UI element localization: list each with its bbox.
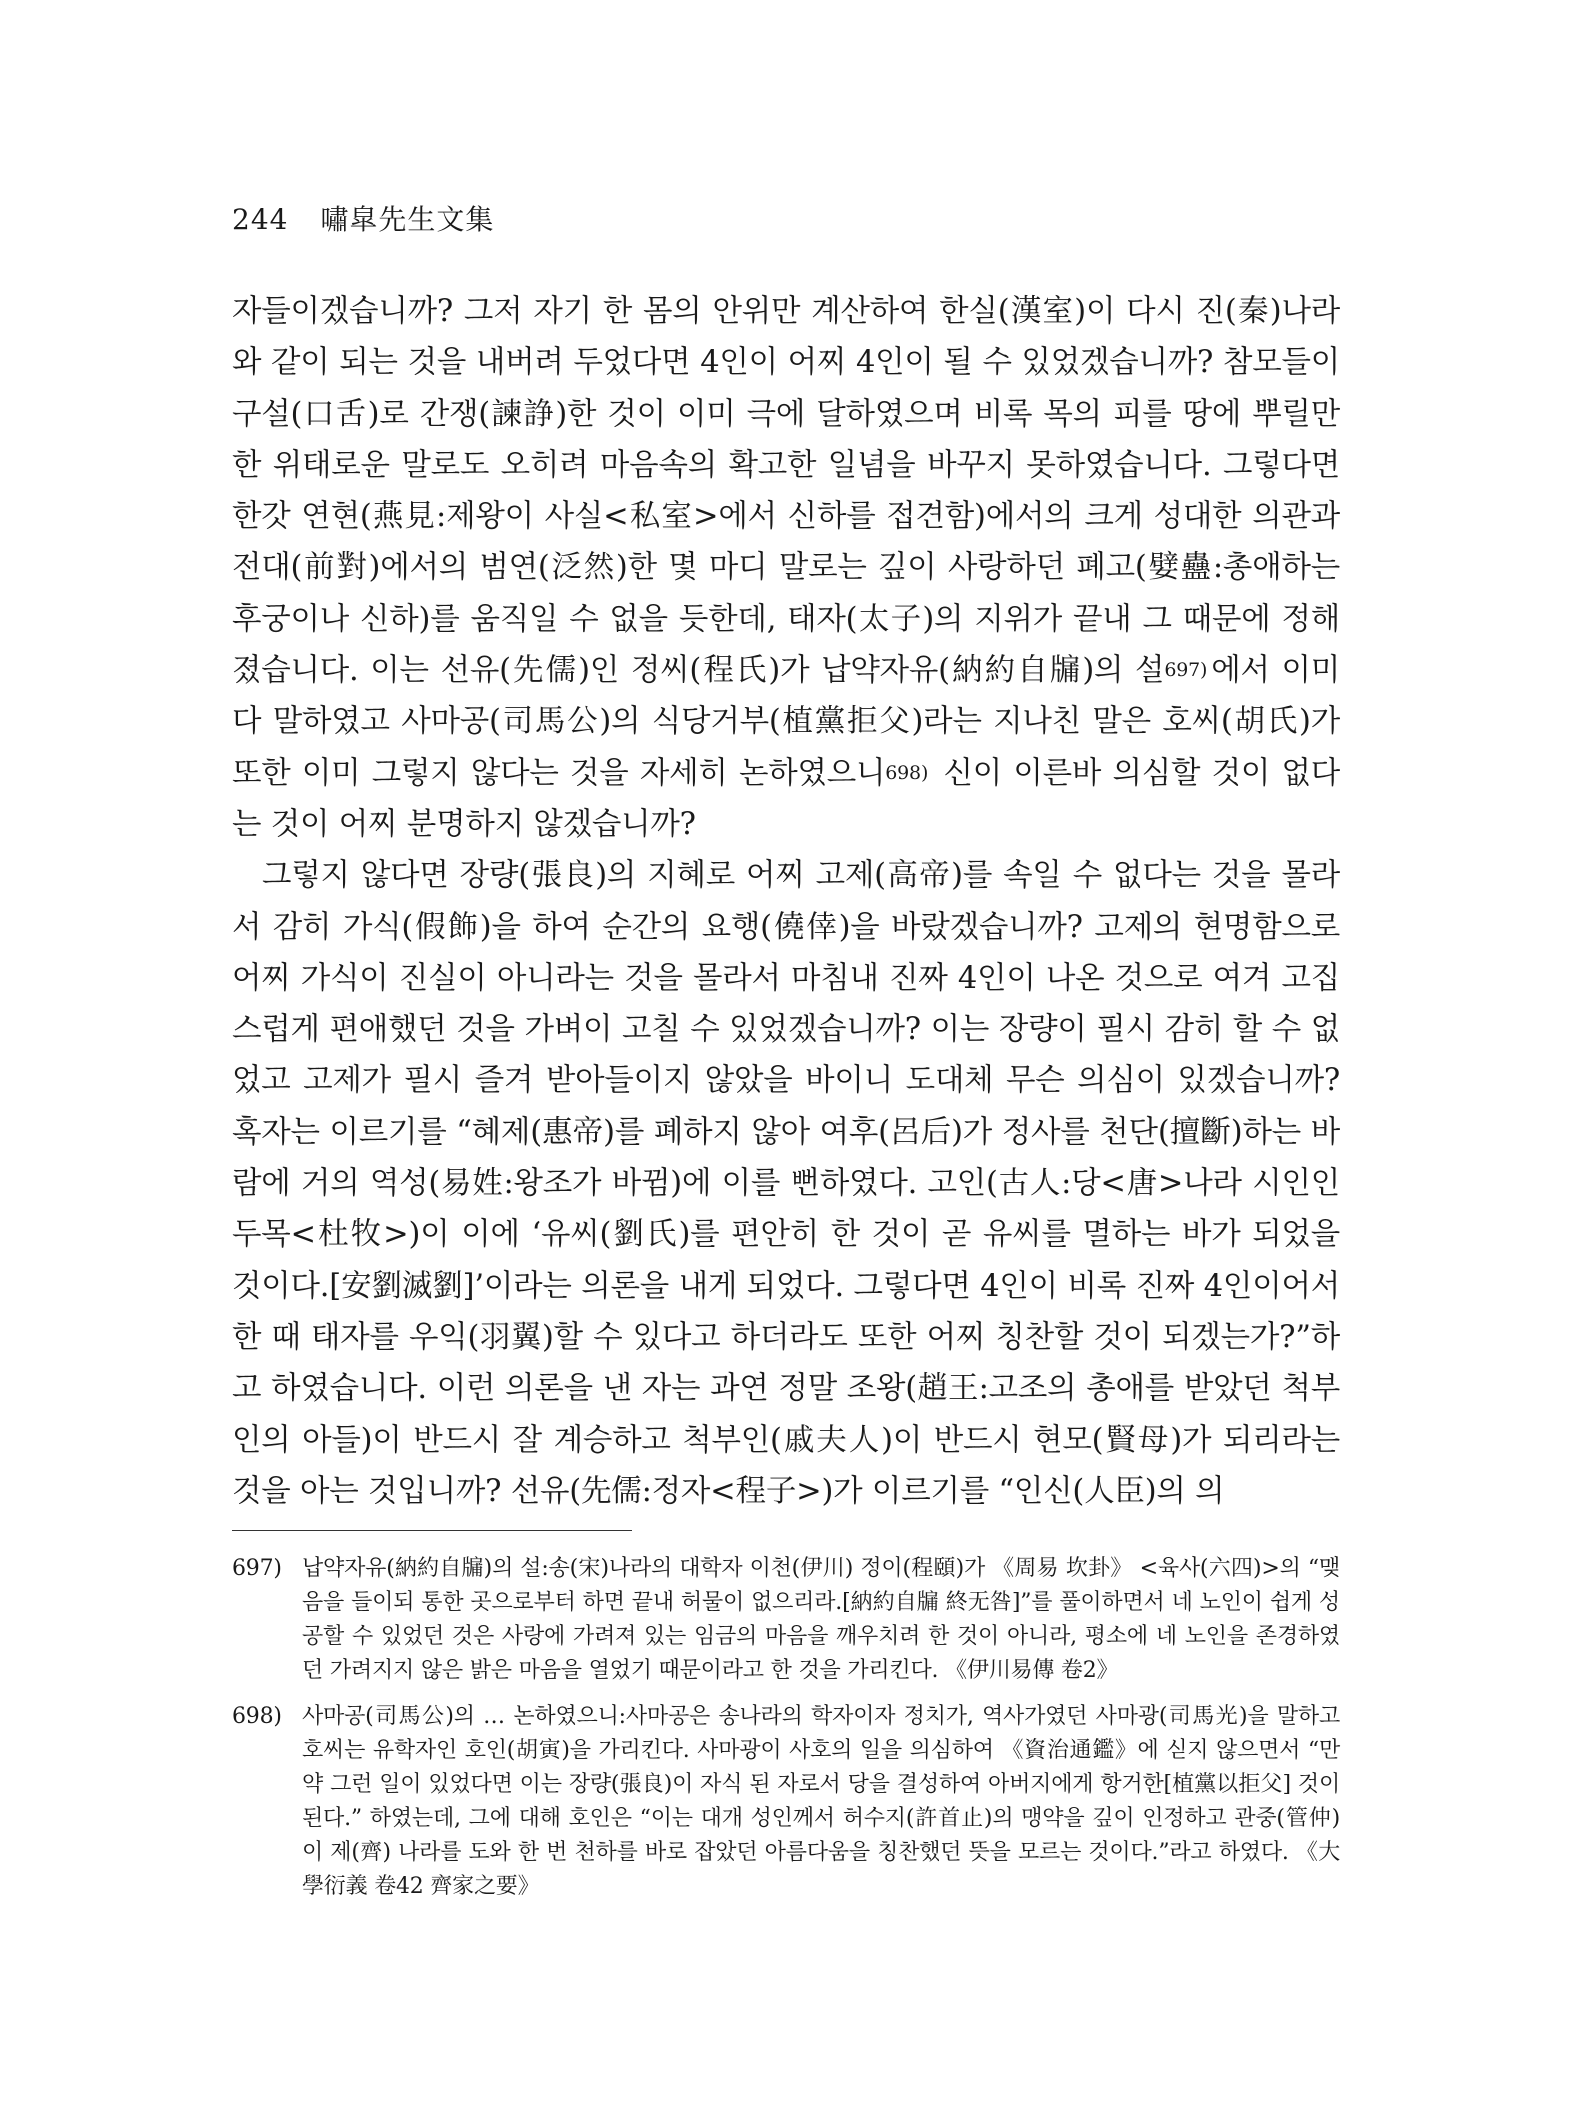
- footnotes: [232, 1552, 1340, 1916]
- text-run: 에서 이미 다 말하였고 사마공(司馬公)의 식당거부(植黨拒父)라는 지나친 말은 호씨(胡氏)가 또한 이미 그렇지 않다는 것을 자세히 논하였으니: [232, 653, 1340, 791]
- footnote-ref-697[interactable]: 697): [1164, 659, 1208, 682]
- footnote-text: 사마공(司馬公)의 … 논하였으니:사마공은 송나라의 학자이자 정치가, 역사가였던 사마광(司馬光)을 말하고 호씨는 유학자인 호인(胡寅)을 가리킨다. 사마광이 사호의 일을 의심하여 《資治通鑑》에 싣지 않으면서 “만약 그런 일이 있었다면 이는 장량(張良)이 자식 된 자로서 당을 결성하여 아버지에게 항거한[植黨以拒父] 것이 된다.” 하였는데, 그에 대해 호인은 “이는 대개 성인께서 허수지(許首止)의 맹약을 깊이 인정하고 관중(管仲)이 제(齊) 나라를 도와 한 번 천하를 바로 잡았던 아름다움을 칭찬했던 뜻을 모르는 것이다.”라고 하였다. 《大學衍義 卷42 齊家之要》: [302, 1704, 1340, 1899]
- footnote-697: [232, 1552, 1340, 1688]
- footnote-number: 697): [232, 1556, 282, 1581]
- text-run: 신이 이른바 의심할 것이 없다는 것이 어찌 분명하지 않겠습니까?: [232, 755, 1340, 842]
- footnote-698: [232, 1700, 1340, 1904]
- footnote-divider: [232, 1530, 632, 1531]
- footnote-text: 납약자유(納約自牖)의 설:송(宋)나라의 대학자 이천(伊川) 정이(程頤)가 《周易 坎卦》 <육사(六四)>의 “맺음을 들이되 통한 곳으로부터 하면 끝내 허물이 없으리라.[納約自牖 終无咎]”를 풀이하면서 네 노인이 쉽게 성공할 수 있었던 것은 사랑에 가려져 있는 임금의 마음을 깨우치려 한 것이 아니라, 평소에 네 노인을 존경하였던 가려지지 않은 밝은 마음을 열었기 때문이라고 한 것을 가리킨다. 《伊川易傳 卷2》: [302, 1556, 1340, 1683]
- paragraph: [232, 286, 1340, 850]
- book-title: 嘯皐先生文集: [320, 203, 495, 236]
- paragraph: [232, 850, 1340, 1517]
- text-run: 자들이겠습니까? 그저 자기 한 몸의 안위만 계산하여 한실(漢室)이 다시 진(秦)나라와 같이 되는 것을 내버려 두었다면 4인이 어찌 4인이 될 수 있었겠습니까? 참모들이 구설(口舌)로 간쟁(諫諍)한 것이 이미 극에 달하였으며 비록 목의 피를 땅에 뿌릴만한 위태로운 말로도 오히려 마음속의 확고한 일념을 바꾸지 못하였습니다. 그렇다면 한갓 연현(燕見:제왕이 사실<私室>에서 신하를 접견함)에서의 크게 성대한 의관과 전대(前對)에서의 범연(泛然)한 몇 마디 말로는 깊이 사랑하던 폐고(嬖蠱:총애하는 후궁이나 신하)를 움직일 수 없을 듯한데, 태자(太子)의 지위가 끝내 그 때문에 정해졌습니다. 이는 선유(先儒)인 정씨(程氏)가 납약자유(納約自牖)의 설: [232, 294, 1340, 689]
- body-text: [232, 286, 1340, 1517]
- footnote-ref-698[interactable]: 698): [885, 761, 929, 784]
- page-number: 244: [232, 203, 289, 236]
- text-run: 그렇지 않다면 장량(張良)의 지혜로 어찌 고제(高帝)를 속일 수 없다는 것을 몰라서 감히 가식(假飾)을 하여 순간의 요행(僥倖)을 바랐겠습니까? 고제의 현명함으로 어찌 가식이 진실이 아니라는 것을 몰라서 마침내 진짜 4인이 나온 것으로 여겨 고집스럽게 편애했던 것을 가벼이 고칠 수 있었겠습니까? 이는 장량이 필시 감히 할 수 없었고 고제가 필시 즐겨 받아들이지 않았을 바이니 도대체 무슨 의심이 있겠습니까? 혹자는 이르기를 “혜제(惠帝)를 폐하지 않아 여후(呂后)가 정사를 천단(擅斷)하는 바람에 거의 역성(易姓:왕조가 바뀜)에 이를 뻔하였다. 고인(古人:당<唐>나라 시인인 두목<杜牧>)이 이에 ‘유씨(劉氏)를 편안히 한 것이 곧 유씨를 멸하는 바가 되었을 것이다.[安劉滅劉]’이라는 의론을 내게 되었다. 그렇다면 4인이 비록 진짜 4인이어서 한 때 태자를 우익(羽翼)할 수 있다고 하더라도 또한 어찌 칭찬할 것이 되겠는가?”하고 하였습니다. 이런 의론을 낸 자는 과연 정말 조왕(趙王:고조의 총애를 받았던 척부인의 아들)이 반드시 잘 계승하고 척부인(戚夫人)이 반드시 현모(賢母)가 되리라는 것을 아는 것입니까? 선유(先儒:정자<程子>)가 이르기를 “인신(人臣)의 의: [232, 858, 1340, 1509]
- footnote-number: 698): [232, 1704, 282, 1729]
- running-header: [232, 198, 494, 238]
